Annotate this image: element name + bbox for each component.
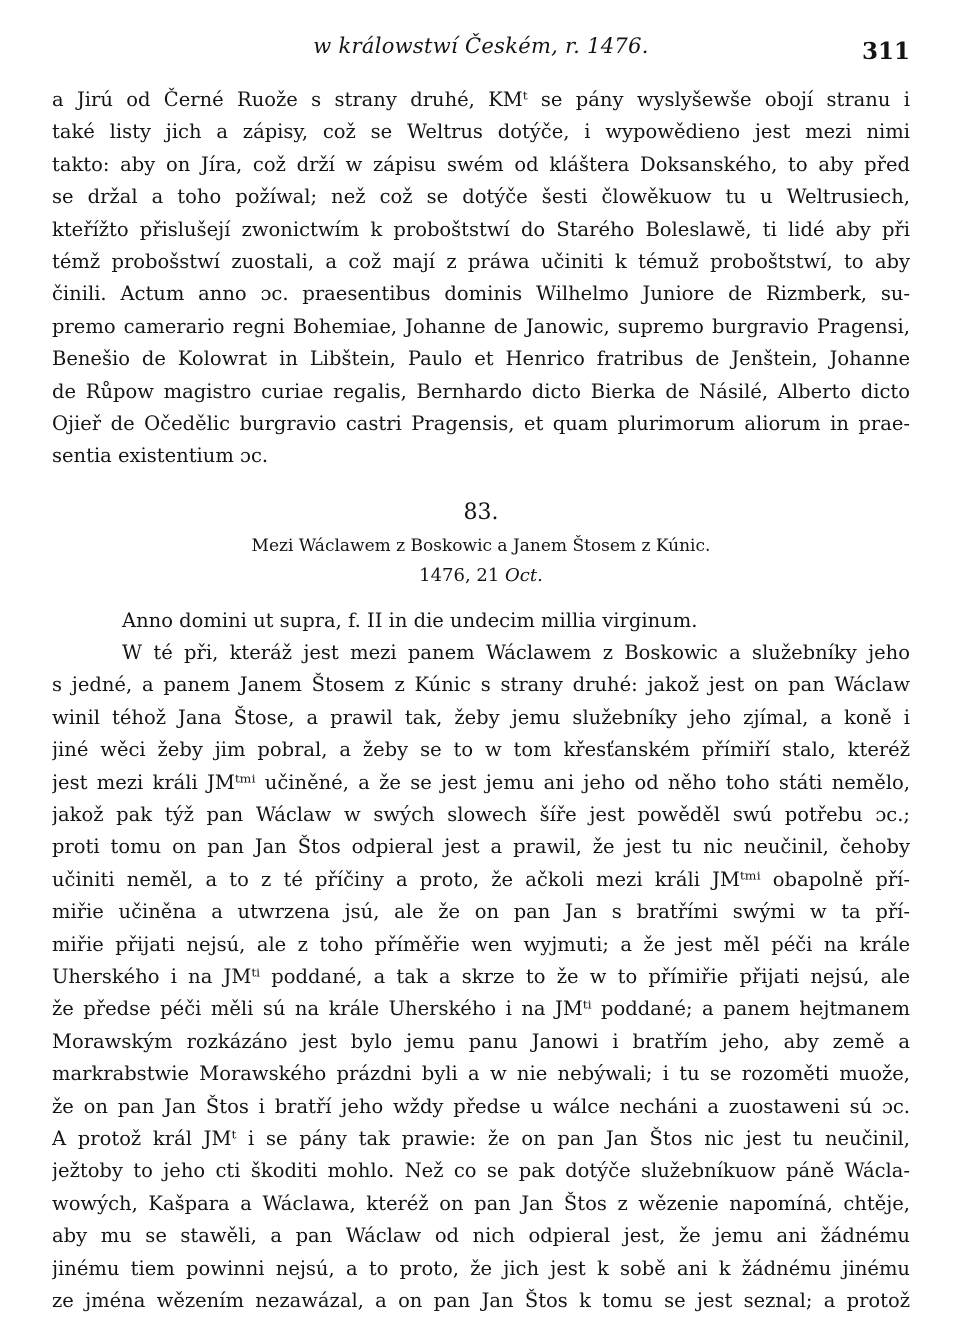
section-date-prefix: 1476, 21 <box>419 564 500 586</box>
text-line: ježtoby to jeho cti škoditi mohlo. Než co se pak dotýče služebníkuow páně Wácla- <box>52 1159 910 1183</box>
section-heading: Mezi Wáclawem z Boskowic a Janem Štosem z Kúnic. <box>251 535 711 556</box>
text-line: že on pan Jan Štos i bratří jeho wždy předse u wálce necháni a zuostaweni sú ɔc. <box>52 1094 910 1118</box>
text-line: a Jirú od Černé Ruože s strany druhé, KMᵗ se pány wyslyšewše obojí stranu i <box>52 88 910 111</box>
text-line: jinému tiem powinni nejsú, a to proto, že jich jest k sobě ani k žádnému jinému <box>52 1256 910 1280</box>
body-text <box>52 84 910 1317</box>
text-line: Benešio de Kolowrat in Libštein, Paulo et Henrico fratribus de Jenštein, Johanne <box>52 347 910 371</box>
text-line: kteřížto přislušejí zwonictwím k proboštstwí do Starého Boleslawě, ti lidé aby při <box>52 217 910 241</box>
text-line: wowých, Kašpara a Wáclawa, kteréž on pan Jan Štos z wězenie napomíná, chtěje, <box>52 1191 910 1215</box>
text-line: jakož pak týž pan Wáclaw w swých slowech šíře jest powěděl swú potřebu ɔc.; <box>52 803 910 827</box>
paragraph-continuation <box>52 84 910 473</box>
text-line: de Růpow magistro curiae regalis, Bernhardo dicto Bierka de Násilé, Alberto dicto <box>52 379 910 403</box>
text-line: Ojieř de Očedělic burgravio castri Pragensis, et quam plurimorum aliorum in prae- <box>52 411 910 435</box>
section-date-month: Oct. <box>505 564 543 586</box>
text-line: winil téhož Jana Štose, a prawil tak, žeby jemu služebníky jeho zjímal, a koně i <box>52 705 910 729</box>
text-line: jiné wěci žeby jim pobral, a žeby se to w tom křesťanském přímiří stalo, kteréž <box>52 738 910 762</box>
text-line: aby mu se stawěli, a pan Wáclaw od nich odpieral jest, že jemu ani žádnému <box>52 1224 910 1248</box>
text-line: miřie přijati nejsú, ale z toho příměřie wen wyjmuti; a že jest měl péči na krále <box>52 932 910 956</box>
text-line: jest mezi králi JMᵗᵐⁱ učiněné, a že se jest jemu ani jeho od něho toho státi nemělo, <box>52 770 910 794</box>
text-line: proti tomu on pan Jan Štos odpieral jest a prawil, že jest tu nic neučinil, čehoby <box>52 835 910 859</box>
text-line: A protož král JMᵗ i se pány tak prawie: že on pan Jan Štos nic jest tu neučinil, <box>52 1126 910 1150</box>
page-number: 311 <box>861 38 910 65</box>
section-date <box>52 561 910 591</box>
text-line: takto: aby on Jíra, což drží w zápisu swém od kláštera Doksanského, to aby před <box>52 152 910 176</box>
text-line: učiniti neměl, a to z té příčiny a proto, že ačkoli mezi králi JMᵗᵐⁱ obapolně pří- <box>52 867 910 891</box>
text-line: že předse péči měli sú na krále Uherského i na JMᵗⁱ poddané; a panem hejtmanem <box>52 997 910 1021</box>
text-line: markrabstwie Morawského prázdni byli a w nie nebýwali; i tu se rozoměti muože, <box>52 1062 910 1086</box>
text-line: se držal a toho požíwal; než což se dotýče šesti člowěkuow tu u Weltrusiech, <box>52 185 910 209</box>
text-line: sentia existentium ɔc. <box>52 444 269 468</box>
text-line: Morawským rozkázáno jest bylo jemu panu Janowi i bratřím jeho, aby země a <box>52 1029 910 1053</box>
running-head <box>52 34 910 64</box>
text-line: témž probošstwí zuostali, a což mají z práwa učiniti k témuž proboštstwí, to aby <box>52 249 910 273</box>
text-line: s jedné, a panem Janem Štosem z Kúnic s strany druhé: jakož jest on pan Wáclaw <box>52 673 910 697</box>
text-line: ze jména wězením nezawázal, a on pan Jan Štos k tomu se jest seznal; a protož <box>52 1288 910 1312</box>
text-line: W té při, kteráž jest mezi panem Wáclawem z Boskowic a služebníky jeho <box>122 641 910 665</box>
running-title: w králowstwí Českém, r. 1476. <box>313 34 649 58</box>
section-number: 83. <box>463 499 499 525</box>
text-line: premo camerario regni Bohemiae, Johanne de Janowic, supremo burgravio Pragensi, <box>52 314 910 338</box>
text-line: činili. Actum anno ɔc. praesentibus dominis Wilhelmo Juniore de Rizmberk, su- <box>52 282 910 306</box>
text-line: Uherského i na JMᵗⁱ poddané, a tak a skrze to že w to přímiřie přijati nejsú, ale <box>52 964 910 988</box>
text-line: miřie učiněna a utwrzena jsú, ale že on pan Jan s bratřími swými w ta pří- <box>52 900 910 924</box>
paragraph-main <box>52 605 910 1317</box>
text-line: Anno domini ut supra, f. II in die undecim millia virginum. <box>122 608 698 632</box>
text-line: také listy jich a zápisy, což se Weltrus dotýče, i wypowědieno jest mezi nimi <box>52 120 910 144</box>
